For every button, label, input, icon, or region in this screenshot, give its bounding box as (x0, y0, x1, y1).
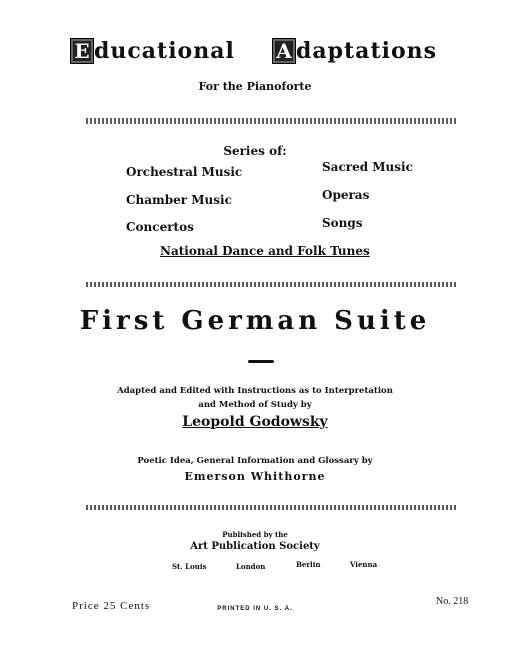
ornament-band-top (86, 118, 458, 124)
ornament-dash (248, 360, 274, 363)
series-songs: Songs (322, 216, 363, 230)
city-st-louis: St. Louis (172, 562, 207, 571)
series-heading: Series of: (223, 144, 287, 158)
adapted-line-1: Adapted and Edited with Instructions as to Interpretation (117, 386, 393, 396)
series-operas: Operas (322, 188, 370, 202)
author-name: Emerson Whithorne (184, 470, 326, 483)
work-title: First German Suite (79, 306, 431, 336)
poetic-line: Poetic Idea, General Information and Glossary by (137, 456, 373, 466)
ornament-band-middle (86, 282, 458, 287)
series-sacred: Sacred Music (322, 160, 413, 174)
adapted-line-2: and Method of Study by (198, 400, 312, 410)
title-part2: daptations (296, 38, 438, 64)
published-by: Published by the (222, 530, 288, 539)
ornament-band-bottom (86, 505, 458, 510)
main-title-2 (272, 38, 437, 64)
initial-a: A (272, 38, 296, 64)
editor-name: Leopold Godowsky (182, 414, 328, 430)
subtitle: For the Pianoforte (198, 80, 312, 93)
city-vienna: Vienna (350, 560, 378, 569)
series-chamber: Chamber Music (126, 193, 232, 207)
publisher-name: Art Publication Society (190, 541, 320, 552)
price-text: Price 25 Cents (72, 600, 151, 612)
initial-e: E (70, 38, 94, 64)
city-berlin: Berlin (296, 560, 321, 569)
series-orchestral: Orchestral Music (126, 165, 243, 179)
printed-notice: PRINTED IN U. S. A. (217, 606, 293, 612)
series-national: National Dance and Folk Tunes (160, 244, 370, 258)
city-london: London (236, 562, 266, 571)
main-title (70, 38, 235, 64)
title-part1: ducational (94, 38, 235, 64)
series-concertos: Concertos (126, 220, 194, 234)
catalog-number: No. 218 (436, 596, 469, 607)
